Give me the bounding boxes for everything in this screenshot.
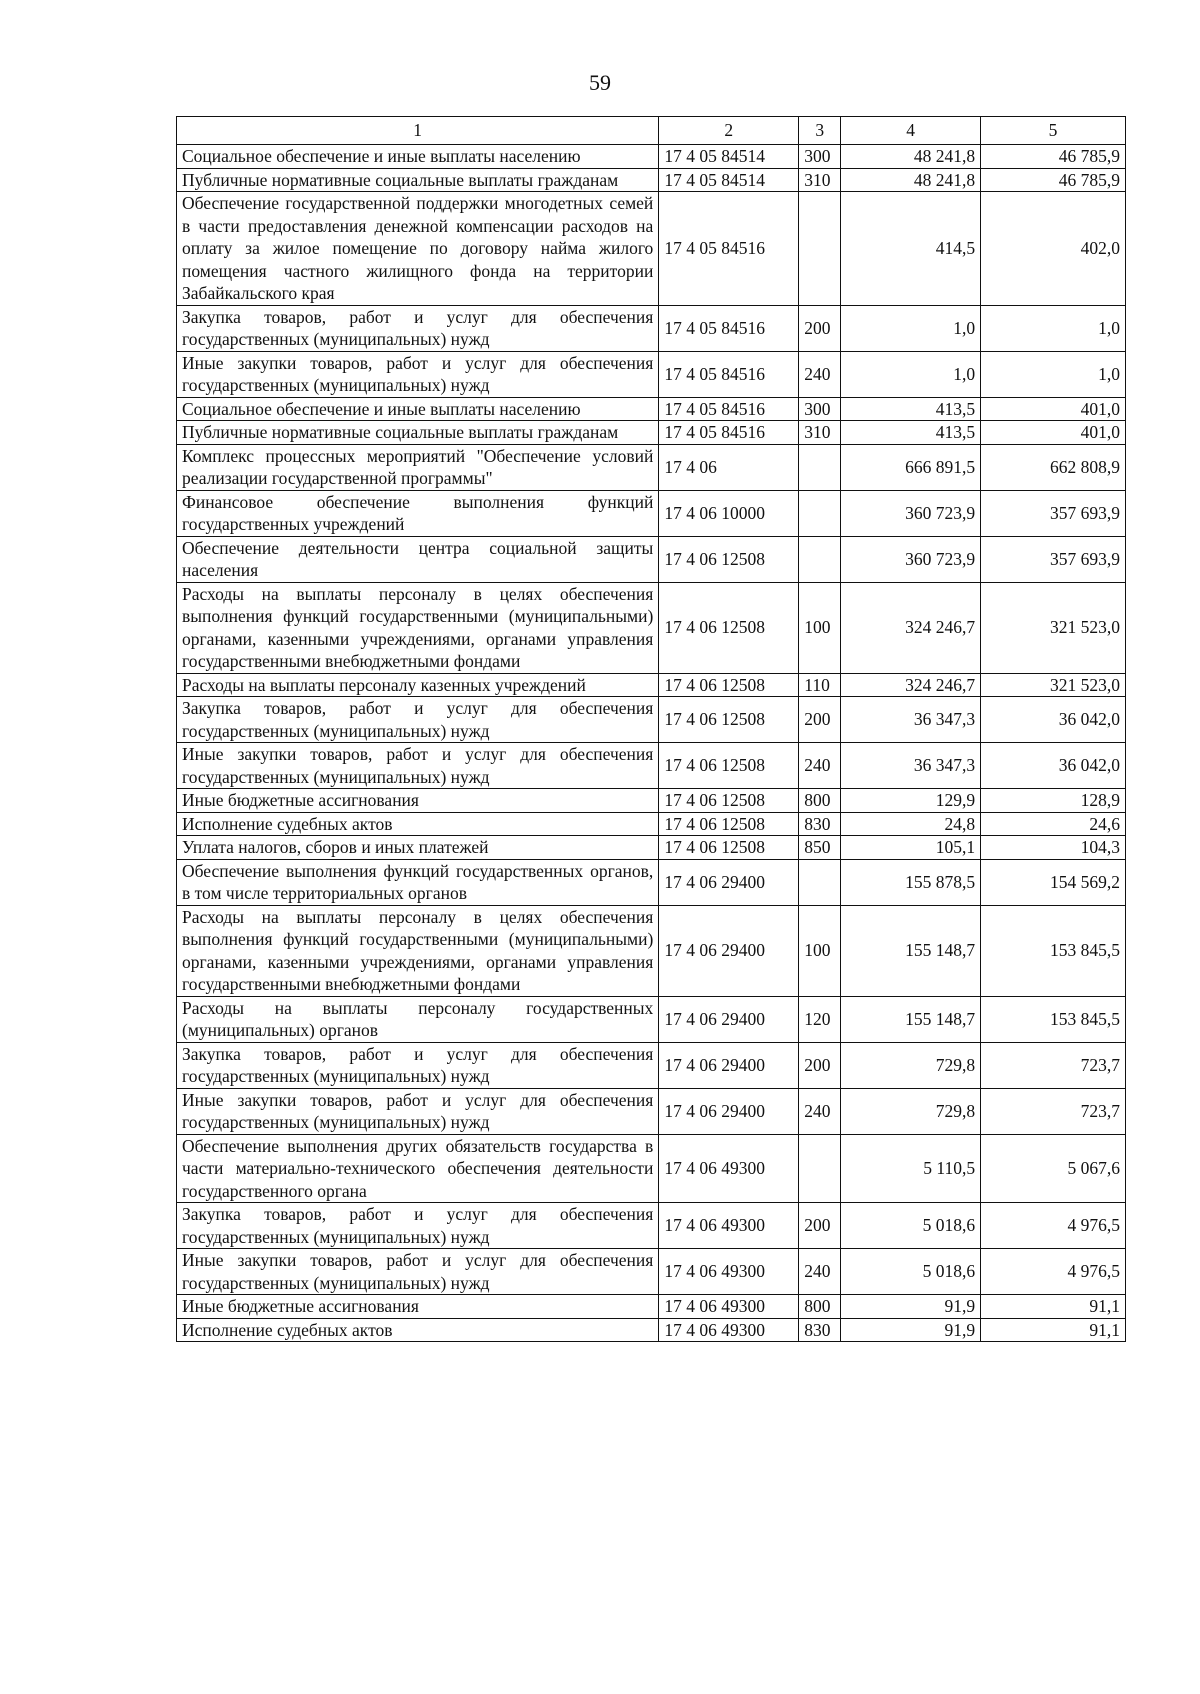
row-value-2025-cell: 153 845,5 [981, 905, 1126, 996]
table-row [177, 168, 1126, 192]
table-row [177, 1249, 1126, 1295]
table-row [177, 1295, 1126, 1319]
row-code-cell: 17 4 05 84516 [659, 351, 799, 397]
row-value-2024-cell: 324 246,7 [841, 673, 981, 697]
row-value-2025-cell: 154 569,2 [981, 859, 1126, 905]
row-code-cell: 17 4 06 12508 [659, 673, 799, 697]
row-value-2025-cell: 91,1 [981, 1295, 1126, 1319]
row-code-cell: 17 4 06 49300 [659, 1318, 799, 1342]
column-header-1: 1 [177, 117, 659, 145]
row-name-cell: Финансовое обеспечение выполнения функций государственных учреждений [177, 490, 659, 536]
row-name-cell: Расходы на выплаты персоналу в целях обеспечения выполнения функций государственными (муниципальными) органами, казенными учреждениями, органами управления государственными внебюджетными фондами [177, 582, 659, 673]
table-row [177, 397, 1126, 421]
row-value-2025-cell: 5 067,6 [981, 1134, 1126, 1203]
row-name-cell: Обеспечение деятельности центра социальной защиты населения [177, 536, 659, 582]
row-kvr-cell: 100 [799, 905, 841, 996]
column-header-4: 4 [841, 117, 981, 145]
row-code-cell: 17 4 06 29400 [659, 1042, 799, 1088]
row-kvr-cell: 200 [799, 697, 841, 743]
row-code-cell: 17 4 06 29400 [659, 905, 799, 996]
table-row [177, 490, 1126, 536]
row-value-2025-cell: 4 976,5 [981, 1249, 1126, 1295]
row-code-cell: 17 4 05 84516 [659, 305, 799, 351]
row-value-2025-cell: 357 693,9 [981, 490, 1126, 536]
row-kvr-cell: 120 [799, 996, 841, 1042]
row-value-2025-cell: 723,7 [981, 1042, 1126, 1088]
table-row [177, 421, 1126, 445]
row-value-2024-cell: 360 723,9 [841, 536, 981, 582]
row-value-2025-cell: 24,6 [981, 812, 1126, 836]
row-kvr-cell: 240 [799, 1249, 841, 1295]
row-code-cell: 17 4 06 [659, 444, 799, 490]
row-kvr-cell [799, 859, 841, 905]
row-name-cell: Обеспечение выполнения функций государственных органов, в том числе территориальных органов [177, 859, 659, 905]
row-name-cell: Закупка товаров, работ и услуг для обеспечения государственных (муниципальных) нужд [177, 305, 659, 351]
row-value-2025-cell: 36 042,0 [981, 743, 1126, 789]
row-kvr-cell: 200 [799, 1203, 841, 1249]
row-value-2025-cell: 104,3 [981, 836, 1126, 860]
row-kvr-cell [799, 1134, 841, 1203]
table-row [177, 673, 1126, 697]
row-value-2024-cell: 91,9 [841, 1318, 981, 1342]
row-name-cell: Уплата налогов, сборов и иных платежей [177, 836, 659, 860]
table-row [177, 697, 1126, 743]
row-value-2025-cell: 321 523,0 [981, 582, 1126, 673]
row-value-2025-cell: 46 785,9 [981, 168, 1126, 192]
row-name-cell: Закупка товаров, работ и услуг для обеспечения государственных (муниципальных) нужд [177, 1042, 659, 1088]
table-row [177, 192, 1126, 306]
row-value-2024-cell: 5 018,6 [841, 1249, 981, 1295]
row-code-cell: 17 4 05 84514 [659, 145, 799, 169]
row-code-cell: 17 4 05 84514 [659, 168, 799, 192]
table-row [177, 812, 1126, 836]
row-name-cell: Исполнение судебных актов [177, 1318, 659, 1342]
table-row [177, 1042, 1126, 1088]
row-kvr-cell: 200 [799, 305, 841, 351]
row-value-2025-cell: 402,0 [981, 192, 1126, 306]
row-code-cell: 17 4 06 29400 [659, 1088, 799, 1134]
table-row [177, 444, 1126, 490]
row-kvr-cell: 300 [799, 397, 841, 421]
row-value-2024-cell: 413,5 [841, 421, 981, 445]
table-row [177, 351, 1126, 397]
row-value-2024-cell: 324 246,7 [841, 582, 981, 673]
table-row [177, 1134, 1126, 1203]
row-kvr-cell [799, 192, 841, 306]
row-code-cell: 17 4 06 29400 [659, 859, 799, 905]
row-value-2025-cell: 401,0 [981, 397, 1126, 421]
row-value-2025-cell: 723,7 [981, 1088, 1126, 1134]
row-value-2025-cell: 91,1 [981, 1318, 1126, 1342]
row-name-cell: Иные закупки товаров, работ и услуг для обеспечения государственных (муниципальных) нужд [177, 1249, 659, 1295]
row-name-cell: Публичные нормативные социальные выплаты гражданам [177, 421, 659, 445]
row-name-cell: Иные бюджетные ассигнования [177, 789, 659, 813]
table-row [177, 905, 1126, 996]
row-value-2024-cell: 1,0 [841, 351, 981, 397]
row-value-2025-cell: 128,9 [981, 789, 1126, 813]
row-kvr-cell: 830 [799, 1318, 841, 1342]
row-code-cell: 17 4 06 10000 [659, 490, 799, 536]
row-name-cell: Социальное обеспечение и иные выплаты населению [177, 145, 659, 169]
table-row [177, 1203, 1126, 1249]
row-code-cell: 17 4 06 12508 [659, 536, 799, 582]
row-code-cell: 17 4 06 12508 [659, 582, 799, 673]
row-value-2024-cell: 666 891,5 [841, 444, 981, 490]
row-value-2024-cell: 5 018,6 [841, 1203, 981, 1249]
row-value-2024-cell: 1,0 [841, 305, 981, 351]
page-number: 59 [589, 70, 611, 95]
row-name-cell: Расходы на выплаты персоналу в целях обеспечения выполнения функций государственными (муниципальными) органами, казенными учреждениями, органами управления государственными внебюджетными фондами [177, 905, 659, 996]
table-row [177, 1318, 1126, 1342]
table-row [177, 836, 1126, 860]
row-value-2024-cell: 414,5 [841, 192, 981, 306]
table-header-row [177, 117, 1126, 145]
table-body [177, 145, 1126, 1342]
row-name-cell: Комплекс процессных мероприятий "Обеспечение условий реализации государственной программы" [177, 444, 659, 490]
row-name-cell: Иные бюджетные ассигнования [177, 1295, 659, 1319]
row-code-cell: 17 4 06 12508 [659, 812, 799, 836]
table-row [177, 859, 1126, 905]
row-kvr-cell: 110 [799, 673, 841, 697]
row-kvr-cell: 310 [799, 168, 841, 192]
row-name-cell: Исполнение судебных актов [177, 812, 659, 836]
row-kvr-cell: 100 [799, 582, 841, 673]
row-value-2024-cell: 36 347,3 [841, 743, 981, 789]
row-value-2024-cell: 24,8 [841, 812, 981, 836]
row-kvr-cell [799, 490, 841, 536]
row-kvr-cell: 300 [799, 145, 841, 169]
budget-table [176, 116, 1126, 1342]
row-name-cell: Закупка товаров, работ и услуг для обеспечения государственных (муниципальных) нужд [177, 697, 659, 743]
table-row [177, 743, 1126, 789]
row-code-cell: 17 4 06 49300 [659, 1249, 799, 1295]
row-value-2025-cell: 321 523,0 [981, 673, 1126, 697]
row-name-cell: Публичные нормативные социальные выплаты гражданам [177, 168, 659, 192]
row-name-cell: Обеспечение государственной поддержки многодетных семей в части предоставления денежной компенсации расходов на оплату за жилое помещение по договору найма жилого помещения частного жилищного фонда на территории Забайкальского края [177, 192, 659, 306]
row-value-2024-cell: 729,8 [841, 1088, 981, 1134]
row-kvr-cell: 240 [799, 351, 841, 397]
row-name-cell: Иные закупки товаров, работ и услуг для обеспечения государственных (муниципальных) нужд [177, 351, 659, 397]
table-row [177, 789, 1126, 813]
row-value-2024-cell: 155 878,5 [841, 859, 981, 905]
row-name-cell: Расходы на выплаты персоналу государственных (муниципальных) органов [177, 996, 659, 1042]
row-name-cell: Социальное обеспечение и иные выплаты населению [177, 397, 659, 421]
row-value-2024-cell: 155 148,7 [841, 905, 981, 996]
row-code-cell: 17 4 06 49300 [659, 1295, 799, 1319]
row-kvr-cell: 800 [799, 789, 841, 813]
row-value-2024-cell: 48 241,8 [841, 145, 981, 169]
row-kvr-cell: 800 [799, 1295, 841, 1319]
table-row [177, 305, 1126, 351]
column-header-3: 3 [799, 117, 841, 145]
table-row [177, 536, 1126, 582]
row-value-2025-cell: 401,0 [981, 421, 1126, 445]
row-value-2024-cell: 105,1 [841, 836, 981, 860]
column-header-2: 2 [659, 117, 799, 145]
row-value-2025-cell: 357 693,9 [981, 536, 1126, 582]
row-value-2025-cell: 1,0 [981, 305, 1126, 351]
row-kvr-cell: 310 [799, 421, 841, 445]
row-value-2024-cell: 729,8 [841, 1042, 981, 1088]
row-kvr-cell: 830 [799, 812, 841, 836]
row-value-2024-cell: 413,5 [841, 397, 981, 421]
row-name-cell: Иные закупки товаров, работ и услуг для обеспечения государственных (муниципальных) нужд [177, 743, 659, 789]
row-name-cell: Обеспечение выполнения других обязательств государства в части материально-технического обеспечения деятельности государственного органа [177, 1134, 659, 1203]
row-value-2025-cell: 153 845,5 [981, 996, 1126, 1042]
row-value-2025-cell: 4 976,5 [981, 1203, 1126, 1249]
row-kvr-cell: 200 [799, 1042, 841, 1088]
row-name-cell: Расходы на выплаты персоналу казенных учреждений [177, 673, 659, 697]
row-code-cell: 17 4 05 84516 [659, 421, 799, 445]
row-kvr-cell: 850 [799, 836, 841, 860]
row-code-cell: 17 4 06 49300 [659, 1134, 799, 1203]
row-kvr-cell: 240 [799, 743, 841, 789]
row-kvr-cell [799, 444, 841, 490]
row-value-2024-cell: 48 241,8 [841, 168, 981, 192]
row-kvr-cell [799, 536, 841, 582]
row-code-cell: 17 4 06 12508 [659, 789, 799, 813]
table-row [177, 145, 1126, 169]
row-value-2025-cell: 36 042,0 [981, 697, 1126, 743]
row-code-cell: 17 4 06 12508 [659, 743, 799, 789]
row-code-cell: 17 4 06 49300 [659, 1203, 799, 1249]
row-value-2024-cell: 91,9 [841, 1295, 981, 1319]
row-kvr-cell: 240 [799, 1088, 841, 1134]
row-value-2024-cell: 360 723,9 [841, 490, 981, 536]
row-code-cell: 17 4 05 84516 [659, 192, 799, 306]
column-header-5: 5 [981, 117, 1126, 145]
table-row [177, 996, 1126, 1042]
row-value-2025-cell: 46 785,9 [981, 145, 1126, 169]
row-value-2024-cell: 129,9 [841, 789, 981, 813]
row-code-cell: 17 4 05 84516 [659, 397, 799, 421]
row-value-2024-cell: 36 347,3 [841, 697, 981, 743]
row-name-cell: Закупка товаров, работ и услуг для обеспечения государственных (муниципальных) нужд [177, 1203, 659, 1249]
row-value-2024-cell: 5 110,5 [841, 1134, 981, 1203]
row-code-cell: 17 4 06 12508 [659, 836, 799, 860]
row-value-2025-cell: 1,0 [981, 351, 1126, 397]
row-value-2025-cell: 662 808,9 [981, 444, 1126, 490]
table-row [177, 582, 1126, 673]
row-name-cell: Иные закупки товаров, работ и услуг для обеспечения государственных (муниципальных) нужд [177, 1088, 659, 1134]
row-code-cell: 17 4 06 29400 [659, 996, 799, 1042]
table-row [177, 1088, 1126, 1134]
row-code-cell: 17 4 06 12508 [659, 697, 799, 743]
row-value-2024-cell: 155 148,7 [841, 996, 981, 1042]
